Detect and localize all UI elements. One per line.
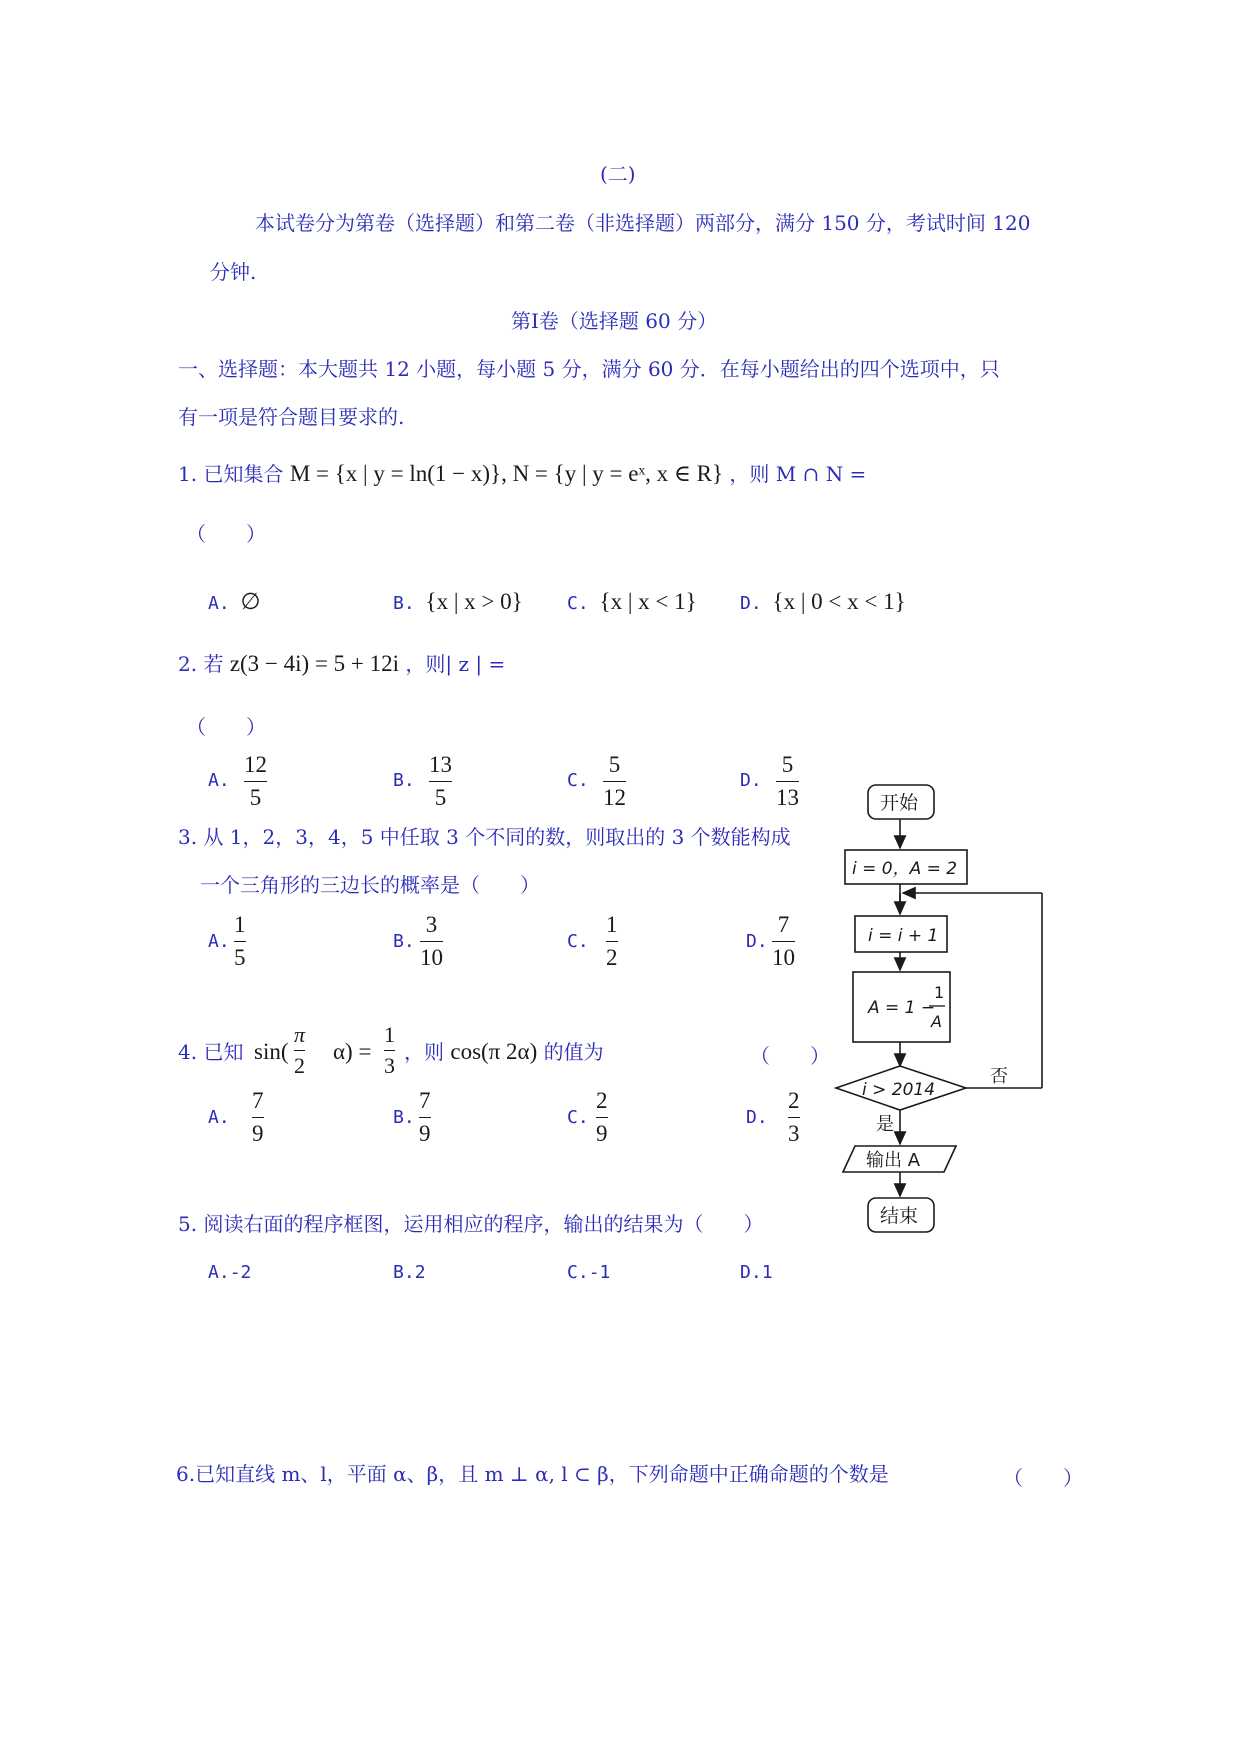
answer-paren-1: （ ） <box>186 522 266 546</box>
flowchart-update-den: A <box>931 1012 942 1031</box>
option-4a-label: A. <box>208 1107 230 1128</box>
flowchart-update-num: 1 <box>934 983 945 1002</box>
question-stem: 已知 <box>203 1040 244 1064</box>
question-number: 3. <box>178 825 198 849</box>
flowchart-init-node <box>845 850 967 884</box>
flowchart-increment-node <box>855 916 947 952</box>
question-stem: 从 1，2，3，4，5 中任取 3 个不同的数，则取出的 3 个数能构成 <box>203 825 791 849</box>
option-3b-fraction: 3 10 <box>420 912 443 970</box>
question-1 <box>178 462 866 486</box>
option-3d-fraction: 7 10 <box>772 912 795 970</box>
question-3-line-2: 一个三角形的三边长的概率是（ ） <box>200 873 540 897</box>
q4-sin: sin( <box>254 1039 289 1064</box>
answer-paren-4: （ ） <box>750 1044 830 1068</box>
question-formula: M = {x | y = ln(1 − x)}, N = {y | y = eˣ, x ∈ R} <box>289 461 724 486</box>
option-4b-fraction: 7 9 <box>419 1088 431 1146</box>
option-5b: B.2 <box>393 1262 426 1283</box>
intro-line-2: 分钟. <box>210 260 257 284</box>
option-5c: C.-1 <box>567 1262 611 1283</box>
question-6 <box>176 1462 889 1486</box>
option-2d-label: D. <box>740 770 762 791</box>
flowchart-start-node <box>868 785 934 819</box>
question-stem: 若 <box>203 652 224 676</box>
flowchart-output-label: 输出 A <box>866 1150 921 1171</box>
option-4b-label: B. <box>393 1107 415 1128</box>
flowchart-output-node <box>843 1146 956 1172</box>
q4-one-third: 1 3 <box>384 1022 395 1078</box>
option-3a-label: A. <box>208 931 230 952</box>
flowchart-condition-label: i > 2014 <box>862 1080 936 1100</box>
q4-tail: ，则 cos(π 2α) 的值为 <box>404 1039 604 1064</box>
option-2b-fraction: 13 5 <box>429 752 452 810</box>
option-2c-label: C. <box>567 770 589 791</box>
flowchart-condition-node <box>836 1066 966 1110</box>
option-4d-fraction: 2 3 <box>788 1088 800 1146</box>
part-label: (二) <box>600 162 636 186</box>
answer-paren-6: （ ） <box>1003 1466 1083 1490</box>
option-3c-fraction: 1 2 <box>606 912 618 970</box>
flowchart-start-label: 开始 <box>880 792 919 814</box>
question-2 <box>178 652 505 676</box>
option-1c: C. {x | x < 1} <box>567 589 697 614</box>
flowchart-increment-label: i = i + 1 <box>868 926 939 946</box>
option-5a: A.-2 <box>208 1262 252 1283</box>
option-2a-label: A. <box>208 770 230 791</box>
option-2b-label: B. <box>393 770 415 791</box>
instruction-line-1: 一、选择题：本大题共 12 小题，每小题 5 分，满分 60 分．在每小题给出的四个选项中，只 <box>178 357 1000 381</box>
option-3c-label: C. <box>567 931 589 952</box>
option-4d-label: D. <box>746 1107 768 1128</box>
option-5d: D.1 <box>740 1262 773 1283</box>
flowchart-update-node <box>853 972 950 1042</box>
flowchart-yes-label: 是 <box>876 1114 894 1135</box>
option-3b-label: B. <box>393 931 415 952</box>
flowchart-init-label: i = 0，A = 2 <box>852 859 958 879</box>
question-4-prefix <box>178 1040 243 1064</box>
question-number: 4. <box>178 1040 198 1064</box>
flowchart-end-node <box>868 1198 934 1232</box>
option-4c-label: C. <box>567 1107 589 1128</box>
q4-alpha-eq: α) = <box>333 1039 372 1064</box>
option-4a-fraction: 7 9 <box>252 1088 264 1146</box>
question-tail: ，则| z | = <box>405 652 506 676</box>
question-tail: ，则 M ∩ N = <box>729 462 867 486</box>
flowchart-no-label: 否 <box>990 1066 1008 1087</box>
question-3 <box>178 825 791 849</box>
question-number: 2. <box>178 652 198 676</box>
intro-line-1: 本试卷分为第卷（选择题）和第二卷（非选择题）两部分，满分 150 分，考试时间 120 <box>255 211 1031 235</box>
question-5 <box>178 1212 763 1236</box>
option-1b: B. {x | x > 0} <box>393 589 523 614</box>
answer-paren-2: （ ） <box>186 715 266 739</box>
question-stem: 已知集合 <box>203 462 284 486</box>
question-number: 5. <box>178 1212 198 1236</box>
section-title: 第Ⅰ卷（选择题 60 分） <box>511 309 718 333</box>
question-formula: z(3 − 4i) = 5 + 12i <box>229 651 400 676</box>
question-stem: 已知直线 m、l，平面 α、β，且 m ⊥ α, l ⊂ β，下列命题中正确命题的个数是 <box>195 1462 889 1486</box>
option-1d: D. {x | 0 < x < 1} <box>740 589 906 614</box>
option-3d-label: D. <box>746 931 768 952</box>
question-number: 6. <box>176 1462 196 1486</box>
option-1a: A. ∅ <box>208 589 261 614</box>
option-2a-fraction: 12 5 <box>244 752 267 810</box>
option-4c-fraction: 2 9 <box>596 1088 608 1146</box>
flowchart-end-label: 结束 <box>880 1205 919 1227</box>
q4-pi-over-2: π 2 <box>294 1022 306 1078</box>
option-2d-fraction: 5 13 <box>776 752 799 810</box>
instruction-line-2: 有一项是符合题目要求的. <box>178 405 405 429</box>
flowchart-update-lhs: A = 1 − <box>868 998 936 1018</box>
question-number: 1. <box>178 462 198 486</box>
option-2c-fraction: 5 12 <box>603 752 626 810</box>
option-3a-fraction: 1 5 <box>234 912 246 970</box>
question-stem: 阅读右面的程序框图，运用相应的程序，输出的结果为（ ） <box>203 1212 764 1236</box>
